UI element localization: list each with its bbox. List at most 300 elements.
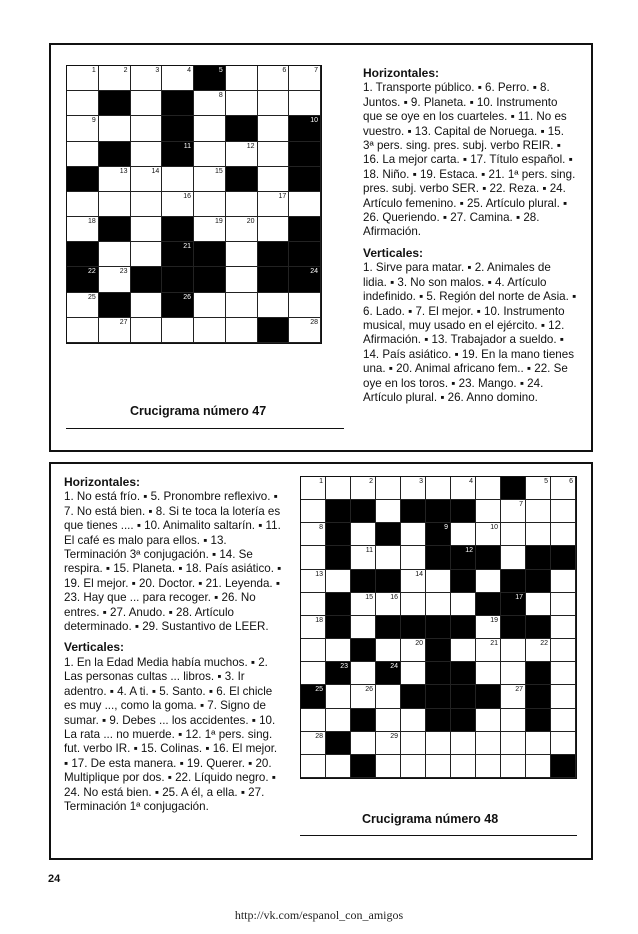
crossword-cell[interactable] xyxy=(258,167,290,192)
crossword-cell[interactable] xyxy=(351,662,376,685)
crossword-cell[interactable] xyxy=(376,477,401,500)
crossword-cell[interactable] xyxy=(326,570,351,593)
page-number: 24 xyxy=(48,873,61,885)
puzzle-47-clues xyxy=(363,66,577,411)
clue-number: 22 xyxy=(540,640,548,648)
crossword-black-cell xyxy=(501,477,526,500)
crossword-cell[interactable] xyxy=(289,293,321,318)
crossword-cell[interactable] xyxy=(501,639,526,662)
crossword-cell[interactable] xyxy=(551,639,576,662)
crossword-cell[interactable] xyxy=(194,293,226,318)
crossword-black-cell xyxy=(501,570,526,593)
crossword-black-cell xyxy=(376,570,401,593)
crossword-cell[interactable] xyxy=(551,593,576,616)
crossword-cell[interactable] xyxy=(301,523,326,546)
crossword-black-cell xyxy=(451,616,476,639)
crossword-cell[interactable] xyxy=(401,639,426,662)
crossword-cell[interactable] xyxy=(476,500,501,523)
crossword-cell[interactable] xyxy=(194,318,226,343)
clue-number: 20 xyxy=(415,640,423,648)
crossword-cell[interactable] xyxy=(551,709,576,732)
crossword-black-cell xyxy=(376,662,401,685)
puzzle-48-title: Crucigrama número 48 xyxy=(362,812,499,826)
clue-number: 17 xyxy=(278,192,287,200)
verticales-heading-47: Verticales: xyxy=(363,245,424,260)
crossword-cell[interactable] xyxy=(226,217,258,242)
crossword-cell[interactable] xyxy=(426,755,451,778)
crossword-cell[interactable] xyxy=(301,732,326,755)
clue-number: 26 xyxy=(183,293,191,301)
crossword-black-cell xyxy=(551,546,576,569)
crossword-cell[interactable] xyxy=(526,732,551,755)
crossword-cell[interactable] xyxy=(226,318,258,343)
crossword-black-cell xyxy=(226,116,258,141)
crossword-cell[interactable] xyxy=(131,91,163,116)
crossword-cell[interactable] xyxy=(451,593,476,616)
crossword-cell[interactable] xyxy=(67,318,99,343)
crossword-black-cell xyxy=(67,242,99,267)
crossword-black-cell xyxy=(351,500,376,523)
verticales-clues-47: 1. Sirve para matar. ▪ 2. Animales de lidia. ▪ 3. No son malos. ▪ 4. Artículo indefinido. ▪ 5. Región del norte de Asia. ▪ 6. Lado. ▪ 7. El mejor. ▪ 10. Instrumento musical, muy usado en el ejército. ▪ 12. Afirmación. ▪ 13. Trabajador a sueldo. ▪ 14. País asiático. ▪ 19. En la mano tienes una. ▪ 20. Animal africano fem.. ▪ 22. Se oye en los toros. ▪ 23. Mango. ▪ 24. Artículo plural. ▪ 26. Anno domino. xyxy=(363,261,577,404)
crossword-cell[interactable] xyxy=(476,662,501,685)
crossword-cell[interactable] xyxy=(99,318,131,343)
crossword-black-cell xyxy=(289,116,321,141)
clue-number: 21 xyxy=(183,243,191,251)
crossword-black-cell xyxy=(351,755,376,778)
footer-url: http://vk.com/espanol_con_amigos xyxy=(234,908,404,922)
crossword-cell[interactable] xyxy=(476,639,501,662)
crossword-cell[interactable] xyxy=(289,91,321,116)
crossword-cell[interactable] xyxy=(426,570,451,593)
clue-number: 7 xyxy=(314,67,318,74)
clue-number: 19 xyxy=(214,218,223,226)
crossword-black-cell xyxy=(476,685,501,708)
crossword-cell[interactable] xyxy=(301,616,326,639)
clue-number: 16 xyxy=(183,192,191,200)
clue-number: 1 xyxy=(319,478,323,485)
crossword-black-cell xyxy=(99,142,131,167)
crossword-black-cell xyxy=(326,732,351,755)
clue-number: 11 xyxy=(365,547,373,555)
crossword-cell[interactable] xyxy=(67,142,99,167)
clue-number: 10 xyxy=(490,524,498,532)
crossword-cell[interactable] xyxy=(451,523,476,546)
crossword-black-cell xyxy=(451,685,476,708)
crossword-cell[interactable] xyxy=(426,593,451,616)
crossword-black-cell xyxy=(326,616,351,639)
crossword-cell[interactable] xyxy=(551,523,576,546)
crossword-cell[interactable] xyxy=(226,66,258,91)
crossword-cell[interactable] xyxy=(526,523,551,546)
clue-number: 18 xyxy=(315,616,323,624)
crossword-cell[interactable] xyxy=(501,662,526,685)
crossword-cell[interactable] xyxy=(289,192,321,217)
crossword-black-cell xyxy=(451,546,476,569)
crossword-cell[interactable] xyxy=(67,192,99,217)
clue-number: 27 xyxy=(515,686,523,694)
crossword-cell[interactable] xyxy=(326,709,351,732)
crossword-cell[interactable] xyxy=(551,685,576,708)
clue-number: 1 xyxy=(91,67,96,74)
crossword-black-cell xyxy=(451,500,476,523)
crossword-black-cell xyxy=(162,217,194,242)
clue-number: 22 xyxy=(87,268,96,276)
crossword-cell[interactable] xyxy=(501,500,526,523)
crossword-black-cell xyxy=(194,267,226,292)
crossword-black-cell xyxy=(326,662,351,685)
crossword-black-cell xyxy=(526,546,551,569)
crossword-black-cell xyxy=(289,167,321,192)
clue-number: 12 xyxy=(465,547,473,555)
crossword-cell[interactable] xyxy=(67,66,99,91)
crossword-cell[interactable] xyxy=(301,662,326,685)
crossword-cell[interactable] xyxy=(401,570,426,593)
crossword-black-cell xyxy=(301,685,326,708)
crossword-cell[interactable] xyxy=(526,755,551,778)
crossword-cell[interactable] xyxy=(476,477,501,500)
crossword-cell[interactable] xyxy=(162,318,194,343)
crossword-cell[interactable] xyxy=(162,66,194,91)
crossword-black-cell xyxy=(99,217,131,242)
crossword-cell[interactable] xyxy=(258,91,290,116)
clue-number: 24 xyxy=(390,663,398,671)
crossword-cell[interactable] xyxy=(476,523,501,546)
crossword-cell[interactable] xyxy=(526,500,551,523)
crossword-cell[interactable] xyxy=(401,662,426,685)
crossword-black-cell xyxy=(67,267,99,292)
crossword-black-cell xyxy=(326,546,351,569)
crossword-cell[interactable] xyxy=(351,732,376,755)
crossword-cell[interactable] xyxy=(476,755,501,778)
clue-number: 13 xyxy=(315,570,323,578)
crossword-cell[interactable] xyxy=(401,732,426,755)
crossword-black-cell xyxy=(258,242,290,267)
crossword-black-cell xyxy=(162,116,194,141)
crossword-cell[interactable] xyxy=(426,477,451,500)
crossword-grid-48 xyxy=(300,476,577,779)
crossword-cell[interactable] xyxy=(67,217,99,242)
crossword-cell[interactable] xyxy=(131,116,163,141)
puzzle-48-clues xyxy=(64,475,284,820)
crossword-black-cell xyxy=(289,267,321,292)
crossword-black-cell xyxy=(162,242,194,267)
crossword-cell[interactable] xyxy=(99,242,131,267)
crossword-black-cell xyxy=(401,616,426,639)
crossword-cell[interactable] xyxy=(351,523,376,546)
crossword-cell[interactable] xyxy=(301,570,326,593)
crossword-cell[interactable] xyxy=(301,755,326,778)
crossword-black-cell xyxy=(526,685,551,708)
crossword-black-cell xyxy=(326,500,351,523)
crossword-black-cell xyxy=(289,242,321,267)
crossword-cell[interactable] xyxy=(99,116,131,141)
crossword-cell[interactable] xyxy=(226,192,258,217)
crossword-cell[interactable] xyxy=(551,616,576,639)
crossword-cell[interactable] xyxy=(326,755,351,778)
clue-number: 12 xyxy=(246,142,255,150)
crossword-cell[interactable] xyxy=(194,192,226,217)
crossword-cell[interactable] xyxy=(301,477,326,500)
crossword-cell[interactable] xyxy=(131,167,163,192)
crossword-cell[interactable] xyxy=(351,546,376,569)
crossword-cell[interactable] xyxy=(131,318,163,343)
clue-number: 19 xyxy=(490,616,498,624)
crossword-cell[interactable] xyxy=(476,616,501,639)
crossword-cell[interactable] xyxy=(194,167,226,192)
puzzle-48-rule xyxy=(300,835,577,836)
crossword-cell[interactable] xyxy=(226,267,258,292)
crossword-black-cell xyxy=(526,709,551,732)
crossword-black-cell xyxy=(451,662,476,685)
crossword-cell[interactable] xyxy=(526,593,551,616)
crossword-cell[interactable] xyxy=(451,477,476,500)
clue-number: 6 xyxy=(282,67,287,74)
clue-number: 8 xyxy=(319,524,323,532)
crossword-black-cell xyxy=(501,616,526,639)
crossword-cell[interactable] xyxy=(194,91,226,116)
crossword-black-cell xyxy=(401,685,426,708)
crossword-cell[interactable] xyxy=(426,732,451,755)
crossword-black-cell xyxy=(476,546,501,569)
horizontales-heading-47: Horizontales: xyxy=(363,66,440,80)
clue-number: 18 xyxy=(87,218,96,226)
clue-number: 25 xyxy=(315,686,323,694)
crossword-cell[interactable] xyxy=(67,293,99,318)
crossword-cell[interactable] xyxy=(258,217,290,242)
crossword-cell[interactable] xyxy=(476,732,501,755)
crossword-black-cell xyxy=(162,293,194,318)
crossword-cell[interactable] xyxy=(67,116,99,141)
crossword-cell[interactable] xyxy=(131,217,163,242)
horizontales-heading-48: Horizontales: xyxy=(64,475,141,489)
crossword-cell[interactable] xyxy=(194,217,226,242)
clue-number: 3 xyxy=(155,67,160,74)
crossword-cell[interactable] xyxy=(258,142,290,167)
crossword-cell[interactable] xyxy=(258,116,290,141)
clue-number: 25 xyxy=(87,293,96,301)
crossword-cell[interactable] xyxy=(326,639,351,662)
crossword-black-cell xyxy=(501,593,526,616)
crossword-black-cell xyxy=(426,639,451,662)
crossword-cell[interactable] xyxy=(476,570,501,593)
clue-number: 4 xyxy=(469,478,473,485)
crossword-cell[interactable] xyxy=(289,318,321,343)
crossword-black-cell xyxy=(376,616,401,639)
crossword-cell[interactable] xyxy=(301,709,326,732)
clue-number: 23 xyxy=(340,663,348,671)
clue-number: 3 xyxy=(419,478,423,485)
crossword-cell[interactable] xyxy=(501,709,526,732)
crossword-cell[interactable] xyxy=(401,593,426,616)
crossword-black-cell xyxy=(289,142,321,167)
crossword-cell[interactable] xyxy=(289,66,321,91)
crossword-cell[interactable] xyxy=(401,709,426,732)
crossword-cell[interactable] xyxy=(226,293,258,318)
clue-number: 10 xyxy=(310,117,318,125)
clue-number: 7 xyxy=(519,501,523,509)
crossword-cell[interactable] xyxy=(451,639,476,662)
clue-number: 15 xyxy=(365,593,373,601)
crossword-cell[interactable] xyxy=(162,192,194,217)
crossword-cell[interactable] xyxy=(258,192,290,217)
crossword-black-cell xyxy=(376,523,401,546)
crossword-cell[interactable] xyxy=(376,546,401,569)
clue-number: 14 xyxy=(415,570,423,578)
horizontales-clues-48: 1. No está frío. ▪ 5. Pronombre reflexivo. ▪ 7. No está bien. ▪ 8. Si te toca la lotería es que tienes .... ▪ 10. Animalito saltarín. ▪ 11. El café es malo para ellos. ▪ 13. Terminación 3ª conjugación. ▪ 14. Se respira. ▪ 15. Planeta. ▪ 18. País asiático. ▪ 19. El mejor. ▪ 20. Doctor. ▪ 21. Leyenda. ▪ 23. Hay que ... para recoger. ▪ 26. No entres. ▪ 27. Anudo. ▪ 28. Artículo determinado. ▪ 29. Sustantivo de LEER. xyxy=(64,490,282,634)
clue-number: 27 xyxy=(119,318,128,326)
crossword-black-cell xyxy=(326,593,351,616)
crossword-black-cell xyxy=(526,570,551,593)
crossword-black-cell xyxy=(426,685,451,708)
crossword-cell[interactable] xyxy=(476,709,501,732)
crossword-cell[interactable] xyxy=(376,732,401,755)
clue-number: 11 xyxy=(183,142,191,150)
crossword-black-cell xyxy=(162,91,194,116)
crossword-cell[interactable] xyxy=(131,142,163,167)
crossword-cell[interactable] xyxy=(194,116,226,141)
crossword-cell[interactable] xyxy=(401,477,426,500)
crossword-black-cell xyxy=(162,267,194,292)
crossword-black-cell xyxy=(162,142,194,167)
crossword-cell[interactable] xyxy=(501,523,526,546)
clue-number: 5 xyxy=(218,67,223,74)
crossword-black-cell xyxy=(258,318,290,343)
puzzle-47-title: Crucigrama número 47 xyxy=(130,404,267,418)
crossword-cell[interactable] xyxy=(162,167,194,192)
crossword-cell[interactable] xyxy=(551,732,576,755)
clue-number: 8 xyxy=(218,92,223,100)
crossword-black-cell xyxy=(351,709,376,732)
crossword-cell[interactable] xyxy=(258,66,290,91)
crossword-cell[interactable] xyxy=(226,142,258,167)
crossword-cell[interactable] xyxy=(99,192,131,217)
crossword-cell[interactable] xyxy=(301,500,326,523)
crossword-cell[interactable] xyxy=(131,66,163,91)
crossword-cell[interactable] xyxy=(301,546,326,569)
crossword-cell[interactable] xyxy=(401,755,426,778)
crossword-black-cell xyxy=(526,616,551,639)
clue-number: 6 xyxy=(569,478,573,485)
crossword-cell[interactable] xyxy=(526,477,551,500)
crossword-black-cell xyxy=(426,709,451,732)
clue-number: 5 xyxy=(544,478,548,485)
verticales-clues-48: 1. En la Edad Media había muchos. ▪ 2. Las personas cultas ... libros. ▪ 3. Ir adentro. ▪ 4. A ti. ▪ 5. Santo. ▪ 6. El chicle es muy ..., como la goma. ▪ 7. Signo de sumar. ▪ 9. Debes ... los accidentes. ▪ 10. La rata ... no muerde. ▪ 12. 1ª pers. sing. fut. verbo IR. ▪ 15. Colinas. ▪ 16. El mejor. ▪ 17. De esta manera. ▪ 19. Querer. ▪ 20. Multiplique por dos. ▪ 22. Líquido negro. ▪ 24. No está bien. ▪ 25. A él, a ella. ▪ 27. Terminación 1ª conjugación. xyxy=(64,655,278,813)
crossword-cell[interactable] xyxy=(99,66,131,91)
puzzle-47-rule xyxy=(66,428,344,429)
crossword-cell[interactable] xyxy=(376,709,401,732)
crossword-cell[interactable] xyxy=(131,293,163,318)
crossword-cell[interactable] xyxy=(194,142,226,167)
crossword-black-cell xyxy=(194,66,226,91)
crossword-grid-47 xyxy=(66,65,322,344)
clue-number: 2 xyxy=(123,67,128,74)
clue-number: 13 xyxy=(119,167,128,175)
crossword-cell[interactable] xyxy=(67,91,99,116)
crossword-black-cell xyxy=(99,91,131,116)
clue-number: 9 xyxy=(91,117,96,125)
crossword-cell[interactable] xyxy=(501,755,526,778)
crossword-cell[interactable] xyxy=(376,639,401,662)
crossword-black-cell xyxy=(526,662,551,685)
crossword-black-cell xyxy=(351,570,376,593)
crossword-black-cell xyxy=(289,217,321,242)
crossword-cell[interactable] xyxy=(326,685,351,708)
clue-number: 2 xyxy=(369,478,373,485)
clue-number: 29 xyxy=(390,732,398,740)
crossword-cell[interactable] xyxy=(351,477,376,500)
crossword-cell[interactable] xyxy=(501,732,526,755)
crossword-black-cell xyxy=(131,267,163,292)
crossword-cell[interactable] xyxy=(131,242,163,267)
clue-number: 28 xyxy=(310,318,318,326)
crossword-black-cell xyxy=(426,616,451,639)
clue-number: 15 xyxy=(214,167,223,175)
clue-number: 20 xyxy=(246,218,255,226)
crossword-cell[interactable] xyxy=(351,685,376,708)
crossword-cell[interactable] xyxy=(551,662,576,685)
clue-number: 21 xyxy=(490,640,498,648)
crossword-cell[interactable] xyxy=(376,685,401,708)
clue-number: 16 xyxy=(390,593,398,601)
crossword-cell[interactable] xyxy=(99,267,131,292)
crossword-cell[interactable] xyxy=(301,639,326,662)
crossword-black-cell xyxy=(99,293,131,318)
crossword-cell[interactable] xyxy=(376,755,401,778)
crossword-cell[interactable] xyxy=(99,167,131,192)
crossword-cell[interactable] xyxy=(351,593,376,616)
clue-number: 14 xyxy=(151,167,160,175)
crossword-cell[interactable] xyxy=(501,546,526,569)
crossword-black-cell xyxy=(476,593,501,616)
clue-number: 26 xyxy=(365,686,373,694)
crossword-black-cell xyxy=(451,570,476,593)
crossword-black-cell xyxy=(194,242,226,267)
crossword-cell[interactable] xyxy=(551,500,576,523)
crossword-cell[interactable] xyxy=(376,500,401,523)
crossword-cell[interactable] xyxy=(326,477,351,500)
crossword-cell[interactable] xyxy=(551,570,576,593)
crossword-black-cell xyxy=(67,167,99,192)
crossword-cell[interactable] xyxy=(526,639,551,662)
crossword-black-cell xyxy=(326,523,351,546)
crossword-cell[interactable] xyxy=(226,242,258,267)
crossword-cell[interactable] xyxy=(401,523,426,546)
crossword-cell[interactable] xyxy=(451,732,476,755)
crossword-cell[interactable] xyxy=(351,616,376,639)
crossword-cell[interactable] xyxy=(501,685,526,708)
crossword-black-cell xyxy=(258,267,290,292)
crossword-black-cell xyxy=(401,500,426,523)
clue-number: 23 xyxy=(119,268,128,276)
crossword-black-cell xyxy=(426,500,451,523)
crossword-black-cell xyxy=(226,167,258,192)
crossword-cell[interactable] xyxy=(551,477,576,500)
crossword-black-cell xyxy=(551,755,576,778)
clue-number: 24 xyxy=(310,268,318,276)
crossword-cell[interactable] xyxy=(301,593,326,616)
crossword-cell[interactable] xyxy=(376,593,401,616)
clue-number: 17 xyxy=(515,593,523,601)
verticales-heading-48: Verticales: xyxy=(64,640,125,655)
crossword-black-cell xyxy=(426,662,451,685)
crossword-cell[interactable] xyxy=(258,293,290,318)
clue-number: 9 xyxy=(444,524,448,532)
horizontales-clues-47: 1. Transporte público. ▪ 6. Perro. ▪ 8. Juntos. ▪ 9. Planeta. ▪ 10. Instrumento que se oye en los cuarteles. ▪ 11. No es vuestro. ▪ 13. Capital de Noruega. ▪ 15. 3ª pers. sing. pres. subj. verbo REIR. ▪ 16. La mejor carta. ▪ 17. Título español. ▪ 18. Niño. ▪ 19. Estaca. ▪ 21. 1ª pers. sing. pres. subj. verbo SER. ▪ 22. Reza. ▪ 24. Artículo femenino. ▪ 25. Artículo plural. ▪ 26. Queriendo. ▪ 27. Camina. ▪ 28. Afirmación. xyxy=(363,81,576,239)
crossword-cell[interactable] xyxy=(131,192,163,217)
crossword-cell[interactable] xyxy=(401,546,426,569)
crossword-cell[interactable] xyxy=(451,755,476,778)
crossword-cell[interactable] xyxy=(226,91,258,116)
